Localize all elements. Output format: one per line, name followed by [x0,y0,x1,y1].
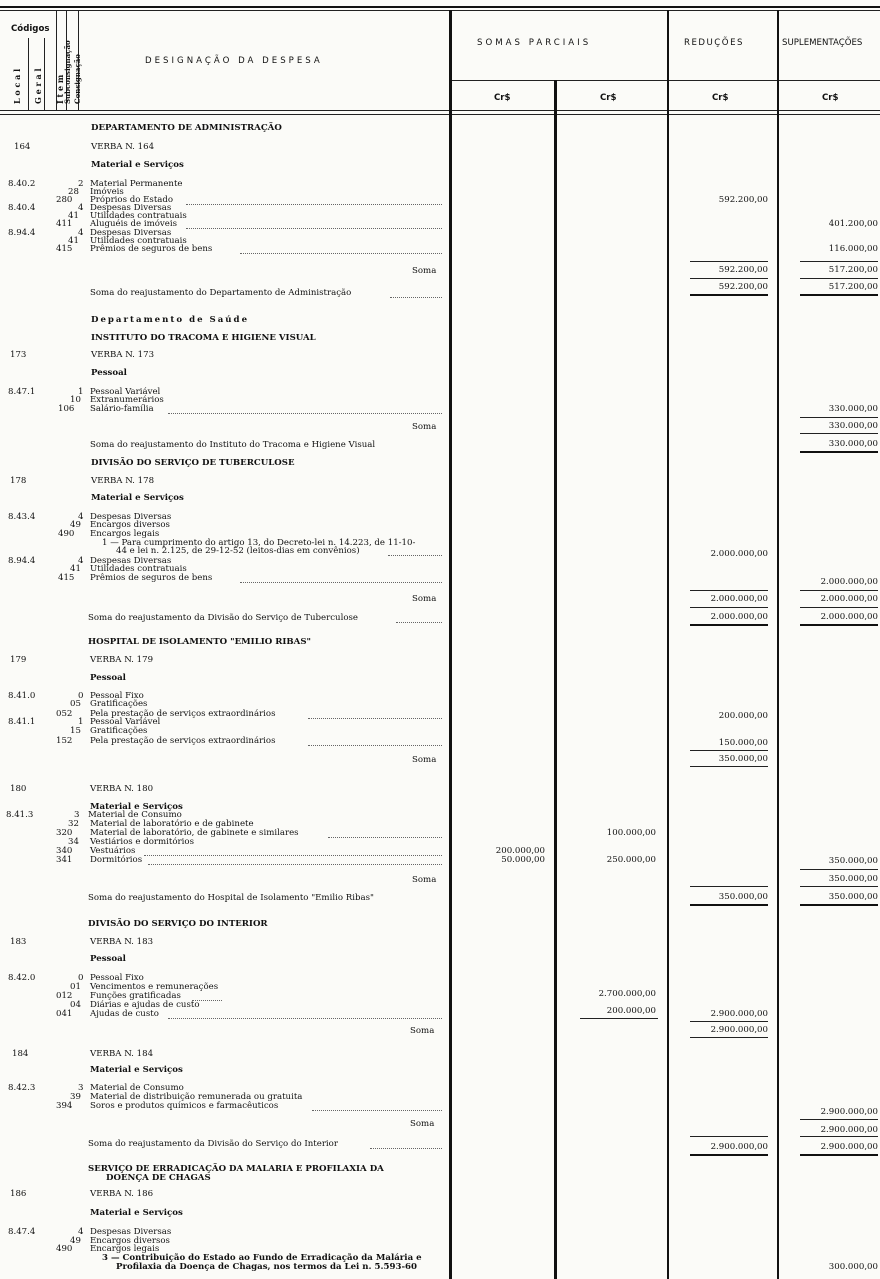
reducao-value: 592.200,00 [718,265,768,275]
row-desc: Diárias e ajudas de custo [90,1000,200,1010]
reducao-value: 592.200,00 [718,282,768,292]
row-desc: Material de laboratório e de gabinete [90,819,254,829]
total-rule [800,451,878,453]
sum-rule [580,1018,658,1019]
header-item: I t e m [55,74,65,104]
row-item: 152 [56,736,73,746]
suplementacao-value: 517.200,00 [828,265,878,275]
top-rule [0,6,880,8]
row-item: 28 [68,187,79,197]
verba-title: VERBA N. 183 [90,937,154,947]
total-rule [690,624,768,626]
suplementacao-value: 401.200,00 [828,219,878,229]
verba-code: 180 [10,784,27,794]
row-desc: Pessoal Fixo [90,973,144,983]
sum-rule [690,261,768,262]
row-item: 4 [78,1227,84,1237]
row-item: 106 [58,404,75,414]
row-item: 4 [78,228,84,238]
header-local: L o c a l [12,68,22,104]
row-item: 4 [78,556,84,566]
sum-rule [800,417,878,418]
section-title: DEPARTAMENTO DE ADMINISTRAÇÃO [91,123,282,133]
sum-rule [800,590,878,591]
leader-dots [328,837,442,839]
verba-title: VERBA N. 164 [91,142,155,152]
subsection-title: Material e Serviços [91,493,184,503]
reducao-value: 200.000,00 [718,711,768,721]
section-title: SERVIÇO DE ERRADICAÇÃO DA MALARIA E PROFILAXIA DA [88,1164,384,1174]
row-desc: Pela prestação de serviços extraordinários [90,736,276,746]
verba-code: 164 [14,142,31,152]
sum-rule [800,278,878,279]
soma-label: Soma [412,755,437,765]
row-desc: 3 — Contribuição do Estado ao Fundo de Erradicação da Malária e [102,1253,422,1263]
row-desc: 1 — Para cumprimento do artigo 13, do Decreto-lei n. 14.223, de 11-10- [102,538,416,548]
section-title: DIVISÃO DO SERVIÇO DE TUBERCULOSE [91,458,295,468]
suplementacao-value: 300.000,00 [828,1262,878,1272]
row-desc: Encargos legais [90,529,160,539]
verba-code: 173 [10,350,27,360]
sum-rule [690,278,768,279]
row-item: 1 [78,387,84,397]
row-desc: Utilidades contratuais [90,236,187,246]
row-desc: Dormitórios [90,855,143,865]
suplementacao-value: 517.200,00 [828,282,878,292]
row-desc: Material de laboratório, de gabinete e similares [90,828,299,838]
sum-rule [690,1021,768,1022]
reducao-value: 350.000,00 [718,892,768,902]
row-desc: Pela prestação de serviços extraordinários [90,709,276,719]
row-desc: Utilidades contratuais [90,211,187,221]
row-desc: Despesas Diversas [90,228,172,238]
row-desc: Pessoal Fixo [90,691,144,701]
currency-label: Cr$ [822,93,839,103]
total-rule [800,1154,878,1156]
suplementacao-value: 2.000.000,00 [820,594,878,604]
total-row-desc: Soma do reajustamento do Hospital de Isolamento "Emilio Ribas" [88,893,374,903]
sum-rule [690,1037,768,1038]
row-item: 10 [70,395,81,405]
row-item: 415 [56,244,73,254]
soma-label: Soma [410,1026,435,1036]
row-desc: Salário-família [90,404,154,414]
header-somas-parciais: SOMAS PARCIAIS [477,38,592,48]
row-desc: Pessoal Variável [90,717,161,727]
row-desc: Despesas Diversas [90,1227,172,1237]
row-desc: Ajudas de custo [90,1009,159,1019]
soma-parcial-value: 2.700.000,00 [598,989,656,999]
header-suplementacoes: SUPLEMENTAÇÕES [782,38,863,48]
row-item: 15 [70,726,81,736]
header-currency-rule [449,80,880,81]
total-rule [690,294,768,296]
leader-dots [312,1110,442,1112]
row-item: 41 [70,564,81,574]
currency-label: Cr$ [712,93,729,103]
row-desc: Extranumerários [90,395,164,405]
row-code: 8.47.1 [8,387,36,397]
sum-rule [690,886,768,887]
row-code: 8.40.2 [8,179,36,189]
row-item: 052 [56,709,73,719]
reducao-value: 2.900.000,00 [710,1142,768,1152]
soma-parcial-value: 50.000,00 [501,855,545,865]
header-designacao: DESIGNAÇÃO DA DESPESA [145,56,323,66]
currency-label: Cr$ [600,93,617,103]
leader-dots [168,1018,442,1020]
total-rule [690,904,768,906]
row-desc: Material de Consumo [88,810,182,820]
soma-parcial-value: 200.000,00 [495,846,545,856]
leader-dots [186,228,442,230]
verba-title: VERBA N. 180 [90,784,154,794]
row-item: 490 [56,1244,73,1254]
row-item: 320 [56,828,73,838]
header-bottom-rule [0,110,880,111]
row-desc: Soros e produtos químicos e farmacêuticos [90,1101,279,1111]
section-title-cont: DOENÇA DE CHAGAS [106,1173,211,1183]
row-code: 8.43.4 [8,512,36,522]
row-item: 341 [56,855,73,865]
header-codigos: Códigos [11,24,50,34]
reducao-value: 2.000.000,00 [710,612,768,622]
header-divider [28,38,29,110]
row-desc: Prêmios de seguros de bens [90,244,213,254]
total-rule [800,624,878,626]
leader-dots [388,555,442,557]
header-divider [44,38,45,110]
row-desc: Material Permanente [90,179,183,189]
verba-code: 179 [10,655,27,665]
verba-code: 178 [10,476,27,486]
sum-rule [800,261,878,262]
suplementacao-value: 330.000,00 [828,404,878,414]
row-desc: Pessoal Variável [90,387,161,397]
verba-code: 183 [10,937,27,947]
column-divider-suplementacoes [777,10,779,1279]
verba-code: 184 [12,1049,29,1059]
subsection-title: Material e Serviços [90,1065,183,1075]
reducao-value: 150.000,00 [718,738,768,748]
reducao-value: 350.000,00 [718,754,768,764]
leader-dots [390,297,442,299]
row-item: 041 [56,1009,73,1019]
header-consignacao: Consignação [73,54,82,104]
row-item: 0 [78,973,84,983]
header-bottom-rule-2 [0,114,880,115]
column-divider-parciais [554,80,557,1279]
row-desc: Gratificações [90,699,148,709]
row-item: 1 [78,717,84,727]
row-desc: Encargos legais [90,1244,160,1254]
column-divider-designacao [449,10,452,1279]
row-item: 49 [70,520,81,530]
soma-label: Soma [410,1119,435,1129]
sum-rule [800,1119,878,1120]
soma-label: Soma [412,594,437,604]
section-title: INSTITUTO DO TRACOMA E HIGIENE VISUAL [91,333,316,343]
reducao-value: 2.900.000,00 [710,1009,768,1019]
soma-parcial-value: 100.000,00 [606,828,656,838]
row-item: 280 [56,195,73,205]
leader-dots [240,582,442,584]
suplementacao-value: 350.000,00 [828,856,878,866]
leader-dots [308,745,442,747]
reducao-value: 592.200,00 [718,195,768,205]
suplementacao-value: 2.000.000,00 [820,577,878,587]
row-desc: Despesas Diversas [90,556,172,566]
section-title: DIVISÃO DO SERVIÇO DO INTERIOR [88,919,268,929]
suplementacao-value: 2.900.000,00 [820,1125,878,1135]
row-desc: Próprios do Estado [90,195,174,205]
soma-parcial-value: 250.000,00 [606,855,656,865]
row-desc: Imóveis [90,187,124,197]
row-desc: Funções gratificadas [90,991,181,1001]
row-item: 415 [58,573,75,583]
row-desc: Encargos diversos [90,520,170,530]
row-item: 490 [58,529,75,539]
row-desc: Aluguéis de imóveis [90,219,177,229]
total-rule [800,294,878,296]
currency-label: Cr$ [494,93,511,103]
leader-dots [168,413,442,415]
row-item: 394 [56,1101,73,1111]
leader-dots [370,1148,442,1150]
soma-label: Soma [412,422,437,432]
verba-code: 186 [10,1189,27,1199]
row-item: 41 [68,236,79,246]
verba-title: VERBA N. 178 [91,476,155,486]
row-desc: Encargos diversos [90,1236,170,1246]
leader-dots [186,204,442,206]
row-item: 04 [70,1000,81,1010]
suplementacao-value: 350.000,00 [828,892,878,902]
total-row-desc: Soma do reajustamento da Divisão do Serviço de Tuberculose [88,613,358,623]
header-reducoes: REDUÇÕES [684,38,744,48]
header-subconsignacao: Subconsignação [63,40,72,104]
sum-rule [690,1136,768,1137]
row-desc: Utilidades contratuais [90,564,187,574]
row-code: 8.42.0 [8,973,36,983]
row-item: 3 [78,1083,84,1093]
row-code: 8.94.4 [8,228,36,238]
total-rule [800,904,878,906]
row-item: 2 [78,179,84,189]
department-title: Departamento de Saúde [91,315,250,325]
subsection-title: Material e Serviços [90,802,183,812]
verba-title: VERBA N. 179 [90,655,154,665]
soma-label: Soma [412,266,437,276]
sum-rule [800,1136,878,1137]
row-item: 411 [56,219,73,229]
sum-rule [690,766,768,767]
row-desc: Despesas Diversas [90,512,172,522]
row-item: 05 [70,699,81,709]
leader-dots [148,864,442,866]
row-code: 8.41.1 [8,717,36,727]
top-rule-thin [0,10,880,11]
leader-dots [396,622,442,624]
row-desc: Vestuários [90,846,136,856]
row-item: 3 [74,810,80,820]
row-item: 012 [56,991,73,1001]
sum-rule [800,433,878,434]
row-desc: Material de Consumo [90,1083,184,1093]
sum-rule [800,886,878,887]
suplementacao-value: 2.900.000,00 [820,1107,878,1117]
row-item: 01 [70,982,81,992]
leader-dots [308,718,442,720]
suplementacao-value: 330.000,00 [828,439,878,449]
suplementacao-value: 116.000,00 [828,244,878,254]
suplementacao-value: 2.000.000,00 [820,612,878,622]
row-desc: Prêmios de seguros de bens [90,573,213,583]
header-geral: G e r a l [33,68,43,104]
row-desc: Gratificações [90,726,148,736]
verba-title: VERBA N. 173 [91,350,155,360]
row-desc: Vencimentos e remunerações [90,982,219,992]
row-code: 8.41.3 [6,810,34,820]
verba-title: VERBA N. 184 [90,1049,154,1059]
subsection-title: Material e Serviços [91,160,184,170]
leader-dots [144,855,442,857]
suplementacao-value: 350.000,00 [828,874,878,884]
subsection-title: Material e Serviços [90,1208,183,1218]
row-desc: Material de distribuição remunerada ou gratuita [90,1092,303,1102]
total-row-desc: Soma do reajustamento da Divisão do Serviço do Interior [88,1139,338,1149]
total-row-desc: Soma do reajustamento do Departamento de Administração [90,288,352,298]
row-desc: Vestiários e dormitórios [90,837,194,847]
reducao-value: 2.000.000,00 [710,594,768,604]
row-code: 8.47.4 [8,1227,36,1237]
sum-rule [800,607,878,608]
section-title: HOSPITAL DE ISOLAMENTO "EMILIO RIBAS" [88,637,312,647]
subsection-title: Pessoal [91,368,127,378]
row-item: 340 [56,846,73,856]
row-item: 34 [68,837,79,847]
row-item: 49 [70,1236,81,1246]
sum-rule [690,750,768,751]
row-desc: Despesas Diversas [90,203,172,213]
row-item: 0 [78,691,84,701]
row-desc: 44 e lei n. 2.125, de 29-12-52 (leitos-dias em convênios) [116,546,360,556]
reducao-value: 2.900.000,00 [710,1025,768,1035]
row-code: 8.40.4 [8,203,36,213]
reducao-value: 2.000.000,00 [710,549,768,559]
row-code: 8.41.0 [8,691,36,701]
row-item: 41 [68,211,79,221]
row-item: 4 [78,512,84,522]
leader-dots [240,253,442,255]
row-item: 32 [68,819,79,829]
soma-label: Soma [412,875,437,885]
row-code: 8.42.3 [8,1083,36,1093]
soma-parcial-value: 200.000,00 [606,1006,656,1016]
suplementacao-value: 2.900.000,00 [820,1142,878,1152]
row-desc: Profilaxia da Doença de Chagas, nos termos da Lei n. 5.593-60 [116,1262,417,1272]
row-code: 8.94.4 [8,556,36,566]
verba-title: VERBA N. 186 [90,1189,154,1199]
suplementacao-value: 330.000,00 [828,421,878,431]
total-row-desc: Soma do reajustamento do Instituto do Tracoma e Higiene Visual [90,440,376,450]
total-rule [690,1154,768,1156]
sum-rule [800,869,878,870]
subsection-title: Pessoal [90,673,126,683]
subsection-title: Pessoal [90,954,126,964]
sum-rule [690,607,768,608]
row-item: 4 [78,203,84,213]
row-item: 39 [70,1092,81,1102]
sum-rule [690,590,768,591]
